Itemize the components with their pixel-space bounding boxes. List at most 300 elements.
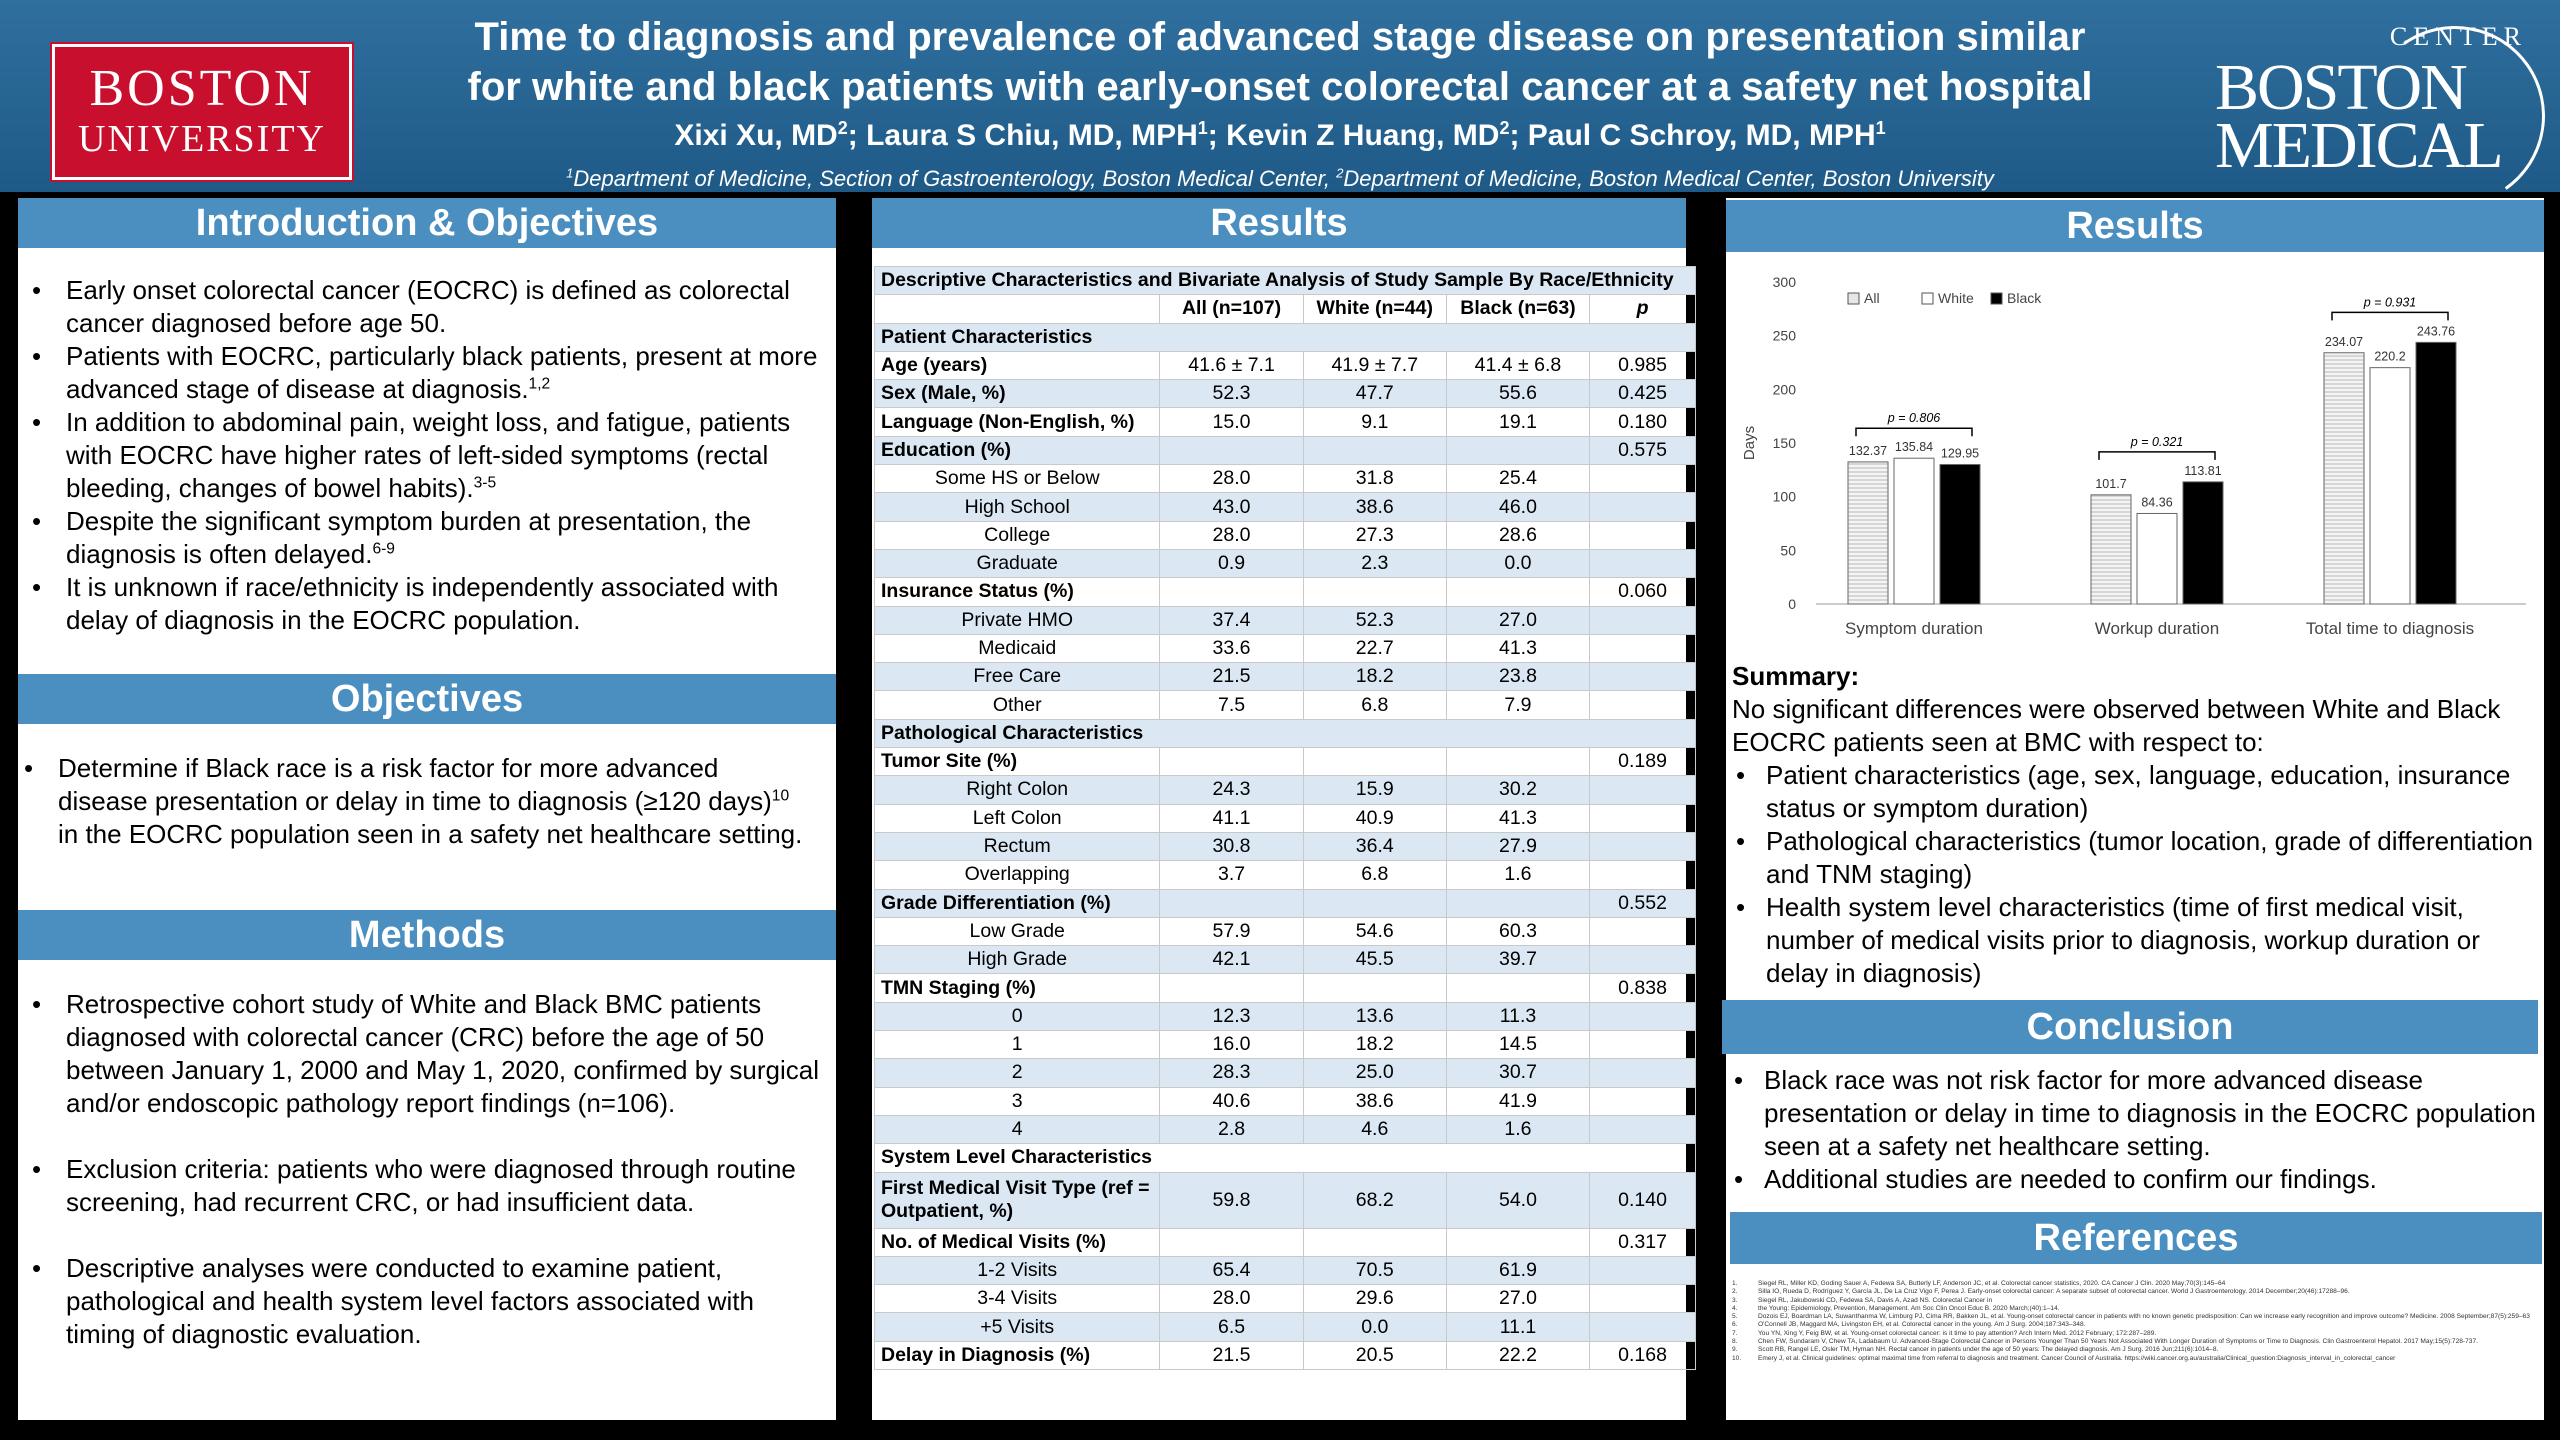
title-line1: Time to diagnosis and prevalence of advanced stage disease on presentation similar	[474, 15, 2086, 59]
cell-value: 41.9	[1446, 1087, 1589, 1115]
list-item: • Patients with EOCRC, particularly black patients, present at more advanced stage of disease at diagnosis.$^{1,2}$	[18, 340, 818, 406]
cell-value	[1303, 578, 1446, 606]
reference-number: 1.	[1732, 1280, 1738, 1287]
references-list	[1732, 1280, 2540, 1363]
cell-value	[1590, 521, 1696, 549]
cell-value: 0.168	[1590, 1341, 1696, 1369]
table-row	[875, 889, 1696, 917]
cell-value	[1590, 663, 1696, 691]
cell-value	[1590, 1285, 1696, 1313]
cell-value: 0.9	[1160, 549, 1303, 577]
cell-value: 0.425	[1590, 380, 1696, 408]
reference-item	[1732, 1330, 2540, 1338]
row-label: Grade Differentiation (%)	[875, 889, 1160, 917]
cell-value	[1590, 1031, 1696, 1059]
cell-value: 52.3	[1160, 380, 1303, 408]
cell-value: 40.6	[1160, 1087, 1303, 1115]
row-label: Tumor Site (%)	[875, 748, 1160, 776]
section-label: Pathological Characteristics	[875, 719, 1696, 747]
reference-text: the Young: Epidemiology, Prevention, Management. Am Soc Clin Oncol Educ B. 2020 March;(40):1–14.	[1758, 1304, 2060, 1312]
cell-value: 36.4	[1303, 832, 1446, 860]
boston-university-logo	[52, 44, 352, 180]
methods-list	[18, 988, 828, 1384]
p-value-label: p = 0.806	[1887, 411, 1941, 426]
cell-value	[1160, 578, 1303, 606]
list-item: • Pathological characteristics (tumor location, grade of differentiation and TNM staging)	[1732, 825, 2544, 891]
list-item: • It is unknown if race/ethnicity is independently associated with delay of diagnosis in the EOCRC population.	[18, 571, 818, 637]
cell-value: 1.6	[1446, 1115, 1589, 1143]
p-value-label: p = 0.321	[2130, 434, 2184, 449]
cell-value: 22.7	[1303, 634, 1446, 662]
cell-value: 54.6	[1303, 917, 1446, 945]
table-row	[875, 776, 1696, 804]
row-label: Age (years)	[875, 351, 1160, 379]
data-label: 132.37	[1848, 443, 1888, 458]
x-tick-label: Workup duration	[2094, 619, 2220, 638]
title-line2: for white and black patients with early-onset colorectal cancer at a safety net hospital	[467, 65, 2093, 109]
y-tick-label: 200	[1772, 381, 1796, 398]
column-header: White (n=44)	[1303, 295, 1446, 323]
cell-value: 38.6	[1303, 493, 1446, 521]
cell-value: 0.985	[1590, 351, 1696, 379]
row-label: Language (Non-English, %)	[875, 408, 1160, 436]
cell-value: 39.7	[1446, 946, 1589, 974]
poster-header	[0, 0, 2560, 192]
cell-value: 19.1	[1446, 408, 1589, 436]
intro-heading: Introduction & Objectives	[18, 198, 836, 248]
results-table	[874, 266, 1696, 1370]
data-label: 129.95	[1940, 446, 1980, 461]
table-row	[875, 436, 1696, 464]
cell-value: 20.5	[1303, 1341, 1446, 1369]
summary-heading: Summary:	[1732, 661, 1860, 691]
row-label: No. of Medical Visits (%)	[875, 1228, 1160, 1256]
reference-item	[1732, 1280, 2540, 1288]
table-row	[875, 351, 1696, 379]
reference-text: Siegel RL, Miller KD, Goding Sauer A, Fedewa SA, Butterly LF, Anderson JC, et al. Colorectal cancer statistics, 2020. CA Cancer J Clin. 2020 May;70(3):145–64	[1758, 1280, 2226, 1287]
cell-value: 30.8	[1160, 832, 1303, 860]
cell-value	[1303, 748, 1446, 776]
author-list: Xixi Xu, $MD^2$; Laura S Chiu, MD, MPH$^1$; Kevin Z Huang, $MD^2$; Paul C Schroy, MD, MPH$^1$	[674, 118, 1886, 152]
reference-number: 9.	[1732, 1346, 1738, 1354]
summary-section	[1732, 660, 2544, 990]
cell-value	[1590, 634, 1696, 662]
objectives-heading: Objectives	[18, 674, 836, 724]
cell-value	[1303, 974, 1446, 1002]
table-header-row	[875, 295, 1696, 323]
cell-value: 28.6	[1446, 521, 1589, 549]
bar	[2370, 368, 2410, 604]
boston-medical-center-logo	[2215, 22, 2545, 182]
table-row	[875, 748, 1696, 776]
reference-text: Dozois EJ, Boardman LA, Suwanthanma W, Limburg PJ, Cima RR, Bakken JL, et al. Young-onset colorectal cancer in patients with no known genetic predisposition: Can we increase early recognition and improve outcome? Medicine. 2008 September;87(5):259–63	[1758, 1313, 2530, 1321]
list-item: • Patient characteristics (age, sex, language, education, insurance status or symptom duration)	[1732, 759, 2544, 825]
reference-item	[1732, 1313, 2540, 1321]
table-row	[875, 1341, 1696, 1369]
cell-value: 0.575	[1590, 436, 1696, 464]
cell-value: 11.3	[1446, 1002, 1589, 1030]
cell-value: 0.180	[1590, 408, 1696, 436]
affil-sup: 1	[566, 165, 574, 181]
author-affil: 1	[1875, 118, 1886, 138]
cell-value: 45.5	[1303, 946, 1446, 974]
legend-swatch	[1991, 293, 2002, 304]
table-row	[875, 380, 1696, 408]
reference-number: 3.	[1732, 1296, 1738, 1304]
cell-value: 25.4	[1446, 465, 1589, 493]
legend-swatch	[1922, 293, 1933, 304]
cell-value: 24.3	[1160, 776, 1303, 804]
cell-value: 68.2	[1303, 1172, 1446, 1228]
cell-value: 6.8	[1303, 691, 1446, 719]
list-item: • Additional studies are needed to confirm our findings.	[1730, 1163, 2542, 1196]
cell-value: 11.1	[1446, 1313, 1589, 1341]
cell-value: 27.9	[1446, 832, 1589, 860]
cell-value: 25.0	[1303, 1059, 1446, 1087]
legend-label: Black	[2007, 290, 2042, 306]
column-header: p	[1590, 295, 1696, 323]
row-label: Medicaid	[875, 634, 1160, 662]
reference-number: 6.	[1732, 1321, 1738, 1329]
column-header: Black (n=63)	[1446, 295, 1589, 323]
data-label: 243.76	[2416, 324, 2456, 339]
cell-value: 55.6	[1446, 380, 1589, 408]
cell-value: 28.0	[1160, 465, 1303, 493]
bar	[2091, 495, 2131, 604]
cell-value: 41.3	[1446, 634, 1589, 662]
cell-value	[1446, 889, 1589, 917]
affil-2: Department of Medicine, Boston Medical Center, Boston University	[1343, 166, 1994, 191]
reference-text: Emery J, et al. Clinical guidelines: optimal maximal time from referral to diagnosis and treatment. Cancer Council of Australia. https://wiki.cancer.org.au/australia/Clinical_question:Diagnosis_interval_in_colorectal_cancer	[1758, 1354, 2396, 1362]
cell-value	[1590, 1115, 1696, 1143]
cell-value	[1590, 1059, 1696, 1087]
cell-value: 59.8	[1160, 1172, 1303, 1228]
row-label: Some HS or Below	[875, 465, 1160, 493]
cell-value	[1590, 832, 1696, 860]
list-item: • Exclusion criteria: patients who were diagnosed through routine screening, had recurrent CRC, or had insufficient data.	[18, 1153, 828, 1219]
cell-value: 28.3	[1160, 1059, 1303, 1087]
cell-value	[1590, 549, 1696, 577]
reference-text: O'Connell JB, Maggard MA, Livingston EH, et al. Colorectal cancer in the young. Am J Surg. 2004;187:343–348.	[1758, 1321, 2086, 1329]
row-label: College	[875, 521, 1160, 549]
x-tick-label: Symptom duration	[1845, 619, 1983, 638]
objectives-list	[10, 752, 810, 851]
reference-text: Silla IO, Rueda D, Rodríguez Y, García JL, De La Cruz Vigo F, Perea J. Early-onset colorectal cancer: A separate subset of colorectal cancer. World J Gastroenterology. 2014 December;20(46):17288–96.	[1758, 1288, 2350, 1296]
p-value-bracket	[2332, 312, 2448, 320]
cell-value: 6.8	[1303, 861, 1446, 889]
data-label: 101.7	[2095, 476, 2127, 491]
reference-item	[1732, 1321, 2540, 1329]
row-label: 1-2 Visits	[875, 1256, 1160, 1284]
row-label: 4	[875, 1115, 1160, 1143]
cell-value: 0.189	[1590, 748, 1696, 776]
row-label: 2	[875, 1059, 1160, 1087]
row-label: 3-4 Visits	[875, 1285, 1160, 1313]
data-label: 113.81	[2184, 463, 2222, 478]
table-row	[875, 861, 1696, 889]
results-heading: Results	[872, 198, 1686, 248]
table-row	[875, 634, 1696, 662]
cell-value	[1590, 1313, 1696, 1341]
cell-value	[1590, 1002, 1696, 1030]
cell-value	[1590, 1256, 1696, 1284]
table-row	[875, 832, 1696, 860]
y-tick-label: 100	[1772, 488, 1796, 505]
legend-swatch	[1848, 293, 1859, 304]
bu-logo-line2: UNIVERSITY	[78, 118, 326, 160]
cell-value: 41.6 ± 7.1	[1160, 351, 1303, 379]
row-label: Overlapping	[875, 861, 1160, 889]
reference-item	[1732, 1288, 2540, 1296]
reference-text: Chen FW, Sundaram V, Chew TA, Ladabaum U. Advanced-Stage Colorectal Cancer in Persons Younger Than 50 Years Not Associated With Longer Duration of Symptoms or Time to Diagnosis. Clin Gastroenterol Hepatol. 2017 May;15(5):728-737.	[1758, 1338, 2478, 1346]
cell-value: 27.0	[1446, 606, 1589, 634]
conclusion-heading: Conclusion	[1722, 1000, 2538, 1054]
affiliations	[380, 166, 2180, 192]
cell-value	[1590, 606, 1696, 634]
list-item: • Black race was not risk factor for more advanced disease presentation or delay in time to diagnosis in the EOCRC population seen at a safety net healthcare setting.	[1730, 1064, 2542, 1163]
column-header: All (n=107)	[1160, 295, 1303, 323]
cell-value	[1303, 436, 1446, 464]
p-value-label: p = 0.931	[2363, 295, 2417, 310]
bar	[2137, 513, 2177, 604]
row-label: TMN Staging (%)	[875, 974, 1160, 1002]
table-row	[875, 804, 1696, 832]
y-tick-label: 300	[1772, 274, 1796, 290]
reference-text: Scott RB, Rangel LE, Osler TM, Hyman NH. Rectal cancer in patients under the age of 50 years: The delayed diagnosis. Am J Surg. 2016 Jun;211(6):1014–8.	[1758, 1346, 2219, 1354]
column-header	[875, 295, 1160, 323]
poster-title	[380, 12, 2180, 112]
cell-value: 2.8	[1160, 1115, 1303, 1143]
reference-text: You YN, Xing Y, Feig BW, et al. Young-onset colorectal cancer: is it time to pay attention? Arch Intern Med. 2012 February; 172:287–289.	[1758, 1329, 2157, 1337]
table-row	[875, 521, 1696, 549]
cell-value: 0.317	[1590, 1228, 1696, 1256]
cell-value	[1160, 974, 1303, 1002]
intro-list	[18, 274, 818, 637]
table-row	[875, 1087, 1696, 1115]
table-row	[875, 1228, 1696, 1256]
cell-value: 15.9	[1303, 776, 1446, 804]
cell-value: 0.0	[1446, 549, 1589, 577]
cell-value	[1303, 889, 1446, 917]
row-label: Left Colon	[875, 804, 1160, 832]
cell-value: 0.140	[1590, 1172, 1696, 1228]
cell-value	[1590, 776, 1696, 804]
row-label: Rectum	[875, 832, 1160, 860]
cell-value	[1590, 1087, 1696, 1115]
reference-item	[1732, 1297, 2540, 1305]
reference-item	[1732, 1338, 2540, 1346]
list-item: • Health system level characteristics (time of first medical visit, number of medical visits prior to diagnosis, workup duration or delay in diagnosis)	[1732, 891, 2544, 990]
table-row	[875, 1172, 1696, 1228]
table-row	[875, 719, 1696, 747]
cell-value: 47.7	[1303, 380, 1446, 408]
row-label: Right Colon	[875, 776, 1160, 804]
bar	[2324, 353, 2364, 604]
data-label: 234.07	[2324, 334, 2364, 349]
cell-value	[1590, 691, 1696, 719]
table-row	[875, 606, 1696, 634]
cell-value: 43.0	[1160, 493, 1303, 521]
summary-list	[1732, 759, 2544, 990]
cell-value: 15.0	[1160, 408, 1303, 436]
cell-value: 60.3	[1446, 917, 1589, 945]
author-affil: 2	[1499, 118, 1510, 138]
reference-item	[1732, 1305, 2540, 1313]
p-value-bracket	[1856, 428, 1972, 436]
table-row	[875, 1285, 1696, 1313]
table-row	[875, 1144, 1696, 1172]
row-label: Other	[875, 691, 1160, 719]
bar	[1848, 462, 1888, 604]
references-heading: References	[1730, 1212, 2542, 1264]
table-row	[875, 493, 1696, 521]
row-label: Delay in Diagnosis (%)	[875, 1341, 1160, 1369]
cell-value: 27.0	[1446, 1285, 1589, 1313]
row-label: First Medical Visit Type (ref = Outpatient, %)	[875, 1172, 1160, 1228]
methods-heading: Methods	[18, 910, 836, 960]
cell-value: 27.3	[1303, 521, 1446, 549]
cell-value	[1160, 889, 1303, 917]
bar	[2183, 482, 2223, 604]
cell-value: 9.1	[1303, 408, 1446, 436]
table-row	[875, 578, 1696, 606]
row-label: 0	[875, 1002, 1160, 1030]
bar	[1894, 458, 1934, 604]
cell-value	[1590, 946, 1696, 974]
cell-value: 57.9	[1160, 917, 1303, 945]
list-item: • In addition to abdominal pain, weight loss, and fatigue, patients with EOCRC have higher rates of left-sided symptoms (rectal bleeding, changes of bowel habits).$^{3-5}$	[18, 406, 818, 505]
cell-value	[1446, 1228, 1589, 1256]
cell-value: 61.9	[1446, 1256, 1589, 1284]
results-heading: Results	[1726, 200, 2544, 252]
y-tick-label: 50	[1780, 542, 1796, 559]
table-title: Descriptive Characteristics and Bivariate Analysis of Study Sample By Race/Ethnicity	[875, 267, 1696, 295]
summary-intro: No significant differences were observed between White and Black EOCRC patients seen at BMC with respect to:	[1732, 694, 2501, 757]
list-item: • Determine if Black race is a risk factor for more advanced disease presentation or delay in time to diagnosis (≥120 days)$^{10}$ in the EOCRC population seen in a safety net healthcare setting.	[10, 752, 810, 851]
row-label: Free Care	[875, 663, 1160, 691]
cell-value: 29.6	[1303, 1285, 1446, 1313]
cell-value: 4.6	[1303, 1115, 1446, 1143]
author-name: Paul C Schroy, MD, MPH	[1527, 119, 1876, 152]
cell-value	[1303, 1228, 1446, 1256]
table-row	[875, 946, 1696, 974]
row-label: High Grade	[875, 946, 1160, 974]
cell-value: 52.3	[1303, 606, 1446, 634]
cell-value	[1590, 804, 1696, 832]
row-label: High School	[875, 493, 1160, 521]
x-tick-label: Total time to diagnosis	[2305, 619, 2475, 638]
reference-number: 2.	[1732, 1288, 1738, 1296]
table-row	[875, 1002, 1696, 1030]
y-tick-label: 0	[1788, 596, 1796, 612]
table-row	[875, 691, 1696, 719]
bar	[1940, 465, 1980, 604]
cell-value: 41.9 ± 7.7	[1303, 351, 1446, 379]
cell-value: 21.5	[1160, 1341, 1303, 1369]
reference-number: 7.	[1732, 1329, 1738, 1337]
middle-column	[872, 198, 1686, 1420]
cell-value: 6.5	[1160, 1313, 1303, 1341]
data-label: 135.84	[1894, 440, 1934, 455]
cell-value: 70.5	[1303, 1256, 1446, 1284]
row-label: Low Grade	[875, 917, 1160, 945]
y-tick-label: 250	[1772, 327, 1796, 344]
bar	[2416, 342, 2456, 604]
row-label: Private HMO	[875, 606, 1160, 634]
legend-label: All	[1864, 290, 1880, 306]
table-row	[875, 1313, 1696, 1341]
cell-value: 21.5	[1160, 663, 1303, 691]
cell-value: 41.3	[1446, 804, 1589, 832]
bmc-logo-line1: BOSTON	[2215, 51, 2466, 124]
table-row	[875, 549, 1696, 577]
cell-value	[1160, 748, 1303, 776]
bu-logo-line1: BOSTON	[89, 60, 315, 117]
row-label: Graduate	[875, 549, 1160, 577]
cell-value: 3.7	[1160, 861, 1303, 889]
row-label: Education (%)	[875, 436, 1160, 464]
table-row	[875, 465, 1696, 493]
cell-value: 16.0	[1160, 1031, 1303, 1059]
cell-value: 18.2	[1303, 1031, 1446, 1059]
cell-value: 0.0	[1303, 1313, 1446, 1341]
cell-value: 40.9	[1303, 804, 1446, 832]
row-label: 1	[875, 1031, 1160, 1059]
cell-value: 7.5	[1160, 691, 1303, 719]
list-item: • Despite the significant symptom burden at presentation, the diagnosis is often delayed.$^{6-9}$	[18, 505, 818, 571]
cell-value	[1590, 465, 1696, 493]
reference-item	[1732, 1346, 2540, 1354]
cell-value: 2.3	[1303, 549, 1446, 577]
table-title-row	[875, 267, 1696, 295]
time-to-diagnosis-chart	[1726, 262, 2544, 652]
table-row	[875, 408, 1696, 436]
cell-value	[1446, 436, 1589, 464]
cell-value	[1590, 917, 1696, 945]
cell-value: 23.8	[1446, 663, 1589, 691]
conclusion-list	[1730, 1064, 2542, 1196]
table-row	[875, 1115, 1696, 1143]
cell-value	[1590, 861, 1696, 889]
table-row	[875, 1256, 1696, 1284]
reference-number: 8.	[1732, 1338, 1738, 1346]
cell-value: 22.2	[1446, 1341, 1589, 1369]
author-name: Xixi Xu, MD	[674, 119, 838, 152]
row-label: Sex (Male, %)	[875, 380, 1160, 408]
cell-value: 28.0	[1160, 521, 1303, 549]
cell-value	[1446, 748, 1589, 776]
cell-value: 65.4	[1160, 1256, 1303, 1284]
p-value-bracket	[2099, 452, 2215, 460]
author-name: Laura S Chiu, MD, MPH	[866, 119, 1198, 152]
table-row	[875, 1059, 1696, 1087]
cell-value: 31.8	[1303, 465, 1446, 493]
cell-value: 0.552	[1590, 889, 1696, 917]
data-label: 220.2	[2374, 349, 2406, 364]
reference-item	[1732, 1355, 2540, 1363]
cell-value: 38.6	[1303, 1087, 1446, 1115]
affil-sup: 2	[1336, 165, 1344, 181]
reference-number: 10.	[1732, 1354, 1742, 1362]
left-column	[18, 198, 836, 1420]
cell-value: 7.9	[1446, 691, 1589, 719]
table-row	[875, 917, 1696, 945]
author-affil: 1	[1197, 118, 1208, 138]
cell-value	[1160, 1228, 1303, 1256]
cell-value: 46.0	[1446, 493, 1589, 521]
bmc-logo-line2: MEDICAL	[2215, 109, 2502, 182]
cell-value: 12.3	[1160, 1002, 1303, 1030]
